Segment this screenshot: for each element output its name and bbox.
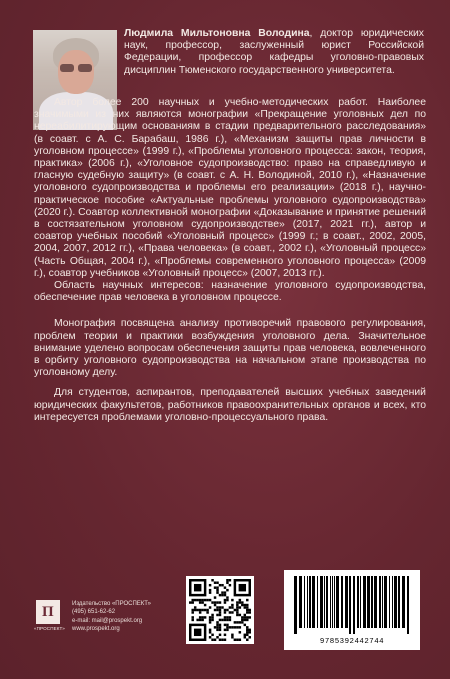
publisher-contacts (72, 600, 151, 634)
works-paragraph: Автор более 200 научных и учебно-методических работ. Наиболее значимыми из них являются монографии «Прекращение уголовных дел по нереабилитирующим основаниям в стадии предварительного расследования» (в соавт. с А. С. Барабаш, 1986 г.), «Механизм защиты прав личности в уголовном процессе» (1999 г.), «Проблемы уголовного процесса: закон, теория, практика» (2006 г.), «Уголовное судопроизводство: право на справедливую и гласную судебную защиту» (в соавт. с А. Н. Володиной, 2010 г.), «Назначение уголовного судопроизводства и проблемы его реализации» (2018 г.), научно-практическое пособие «Актуальные проблемы уголовного судопроизводства» (2020 г.). Соавтор коллективной монографии «Доказывание и принятие решений в состязательном уголовном судопроизводстве» (2017, 2021 гг.), автор и соавтор учебных пособий «Уголовный процесс» (1999 г.; в соавт., 2002, 2005, 2004, 2007, 2012 гг.), «Права человека» (в соавт., 2002 г.), «Уголовный процесс» (Часть Общая, 2004 г.), «Проблемы современного уголовного процесса» (2009 г.), соавтор учебников «Уголовный процесс» (2007, 2013 гг.). (34, 97, 426, 279)
interests-paragraph: Область научных интересов: назначение уголовного судопроизводства, обеспечение прав человека в уголовном процессе. (34, 280, 426, 304)
monograph-paragraph: Монография посвящена анализу противоречий правового регулирования, проблем теории и практики возбуждения уголовного дела. Значительное внимание уделено вопросам обеспечения защиты прав человека, вовлеченного в орбиту уголовного судопроизводства на начальном этапе производства по уголовному делу. (34, 318, 426, 379)
publisher-name: Издательство «ПРОСПЕКТ» (72, 601, 152, 607)
author-intro (124, 28, 424, 77)
publisher-block (34, 596, 174, 640)
publisher-logo: П «ПРОСПЕКТ» (34, 600, 62, 636)
publisher-website: www.prospekt.org (72, 626, 120, 633)
publisher-email: e-mail: mail@prospekt.org (72, 617, 143, 624)
audience-paragraph: Для студентов, аспирантов, преподавателей высших учебных заведений юридических факультетов, работников правоохранительных органов и всех, кто интересуется проблемами уголовно-процессуального права. (34, 387, 426, 423)
author-bio: , доктор юридических наук, профессор, заслуженный юрист Российской Федерации, профессор кафедры уголовно-правовых дисциплин Тюменского государственного университета. (124, 28, 424, 76)
annotation-text (34, 97, 426, 424)
barcode-digits: 9785392442744 (319, 638, 385, 646)
author-name: Людмила Мильтоновна Володина (124, 28, 310, 39)
isbn-barcode (284, 570, 420, 650)
publisher-phone: (495) 651-62-62 (72, 609, 116, 616)
qr-code (186, 576, 254, 644)
